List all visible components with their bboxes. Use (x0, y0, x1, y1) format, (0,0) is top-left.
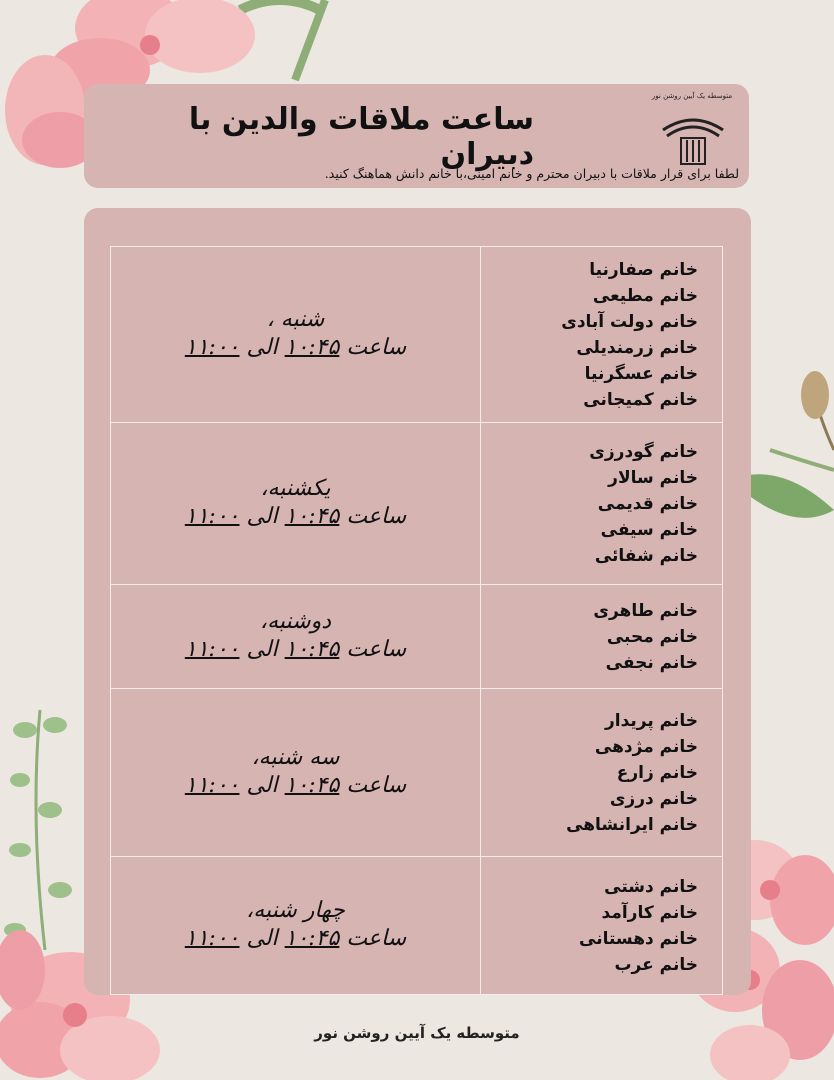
teacher-list (481, 247, 723, 423)
teacher-name: خانم شفائی (594, 545, 698, 566)
time-mid: الی (246, 503, 278, 529)
day-label: شنبه ، (266, 306, 325, 332)
table-row (111, 689, 723, 857)
teacher-name: خانم مطیعی (592, 285, 698, 306)
time-prefix: ساعت (346, 334, 407, 360)
teacher-name: خانم مژدهی (594, 736, 698, 757)
time-range (111, 333, 480, 363)
time-start: ۱۰:۴۵ (284, 636, 340, 662)
table-row (111, 423, 723, 585)
teacher-name: خانم زرمندیلی (576, 337, 698, 358)
day-label: یکشنبه، (260, 475, 331, 501)
time-range (111, 924, 480, 954)
time-end: ۱۱:۰۰ (184, 503, 240, 529)
time-prefix: ساعت (346, 636, 407, 662)
time-mid: الی (246, 772, 278, 798)
time-start: ۱۰:۴۵ (284, 772, 340, 798)
teacher-name: خانم محبی (606, 626, 698, 647)
teacher-list (481, 689, 723, 857)
teacher-name: خانم سالار (608, 467, 698, 488)
teacher-name: خانم دولت آبادی (561, 311, 698, 332)
table-row (111, 585, 723, 689)
teacher-list (481, 857, 723, 995)
meeting-slot (111, 857, 481, 995)
teacher-list (481, 585, 723, 689)
teacher-name: خانم عسگرنیا (584, 363, 698, 384)
time-range (111, 502, 480, 532)
time-mid: الی (246, 636, 278, 662)
day-label: چهار شنبه، (246, 897, 345, 923)
teacher-name: خانم ایرانشاهی (566, 814, 698, 835)
meeting-slot (111, 423, 481, 585)
teacher-name: خانم قدیمی (597, 493, 698, 514)
teacher-name: خانم دشتی (604, 876, 698, 897)
teacher-name: خانم سیفی (600, 519, 698, 540)
page-title: ساعت ملاقات والدین با دبیران (188, 102, 534, 172)
schedule-card (84, 208, 751, 995)
teacher-name: خانم دهستانی (579, 928, 698, 949)
teacher-name: خانم پریدار (604, 710, 698, 731)
teacher-name: خانم کمیجانی (583, 389, 698, 410)
teacher-name: خانم درزی (609, 788, 698, 809)
teacher-name: خانم کارآمد (601, 902, 698, 923)
time-mid: الی (246, 334, 278, 360)
time-start: ۱۰:۴۵ (284, 503, 340, 529)
meeting-slot (111, 585, 481, 689)
teacher-name: خانم نجفی (605, 652, 698, 673)
header-card (84, 84, 749, 188)
teacher-name: خانم عرب (614, 954, 698, 975)
meeting-slot (111, 247, 481, 423)
time-prefix: ساعت (346, 925, 407, 951)
logo-text: متوسطه یک آیین روشن نور (651, 92, 733, 100)
day-label: سه شنبه، (251, 744, 340, 770)
page-subtitle: لطفا برای قرار ملاقات با دبیران محترم و خانم امینی،با خانم دانش هماهنگ کنید. (324, 166, 739, 181)
time-prefix: ساعت (346, 772, 407, 798)
teacher-name: خانم زارع (616, 762, 698, 783)
footer-school-name: متوسطه یک آیین روشن نور (314, 1024, 520, 1042)
time-range (111, 635, 480, 665)
schedule-table (110, 246, 723, 995)
teacher-name: خانم صفارنیا (589, 259, 698, 280)
table-row (111, 247, 723, 423)
teacher-name: خانم طاهری (593, 600, 698, 621)
teacher-list (481, 423, 723, 585)
time-start: ۱۰:۴۵ (284, 334, 340, 360)
time-range (111, 771, 480, 801)
time-mid: الی (246, 925, 278, 951)
time-end: ۱۱:۰۰ (184, 334, 240, 360)
table-row (111, 857, 723, 995)
time-end: ۱۱:۰۰ (184, 925, 240, 951)
meeting-slot (111, 689, 481, 857)
time-prefix: ساعت (346, 503, 407, 529)
time-start: ۱۰:۴۵ (284, 925, 340, 951)
school-logo-icon (653, 90, 733, 166)
day-label: دوشنبه، (259, 608, 332, 634)
teacher-name: خانم گودرزی (589, 441, 698, 462)
time-end: ۱۱:۰۰ (184, 636, 240, 662)
time-end: ۱۱:۰۰ (184, 772, 240, 798)
